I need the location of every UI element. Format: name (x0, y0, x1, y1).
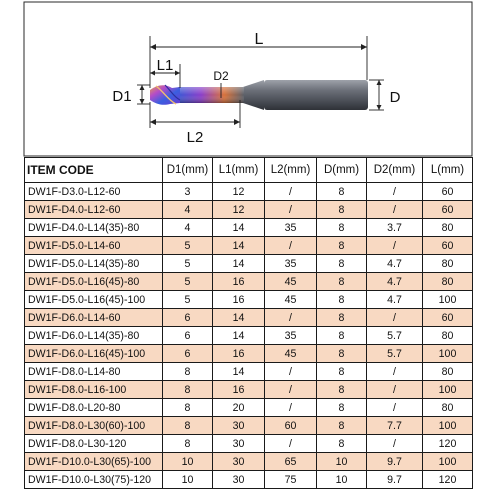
cell-l1: 16 (213, 291, 265, 309)
dim-label-L: L (254, 31, 264, 48)
cell-item-code: DW1F-D8.0-L30(60)-100 (25, 417, 163, 435)
cell-d: 10 (317, 471, 367, 489)
cell-item-code: DW1F-D8.0-L14-80 (25, 363, 163, 381)
cell-l1: 14 (213, 363, 265, 381)
cell-d1: 5 (163, 237, 213, 255)
cell-d1: 10 (163, 453, 213, 471)
cell-item-code: DW1F-D8.0-L30-120 (25, 435, 163, 453)
cell-l: 100 (423, 453, 473, 471)
cell-d2: / (367, 201, 423, 219)
cell-l2: 45 (265, 273, 317, 291)
cell-d2: / (367, 363, 423, 381)
table-row (25, 363, 473, 381)
cell-item-code: DW1F-D5.0-L16(45)-100 (25, 291, 163, 309)
table-row (25, 291, 473, 309)
table-row (25, 327, 473, 345)
cell-l1: 14 (213, 237, 265, 255)
table-row (25, 381, 473, 399)
table-row (25, 273, 473, 291)
table-header-row (25, 158, 473, 183)
cell-l: 80 (423, 219, 473, 237)
cell-d2: 3.7 (367, 219, 423, 237)
diagram-frame (24, 2, 472, 156)
cell-l2: 35 (265, 327, 317, 345)
cell-l1: 14 (213, 219, 265, 237)
cell-item-code: DW1F-D6.0-L16(45)-100 (25, 345, 163, 363)
cell-l: 80 (423, 399, 473, 417)
cell-d1: 4 (163, 201, 213, 219)
cell-d: 10 (317, 453, 367, 471)
cell-l1: 30 (213, 453, 265, 471)
table-row (25, 471, 473, 489)
cell-d2: 5.7 (367, 327, 423, 345)
cell-l1: 20 (213, 399, 265, 417)
cell-d: 8 (317, 255, 367, 273)
cell-l: 80 (423, 363, 473, 381)
cell-d: 8 (317, 183, 367, 201)
cell-l: 120 (423, 435, 473, 453)
tool-shank (264, 80, 368, 110)
cell-l2: 65 (265, 453, 317, 471)
cell-l: 60 (423, 183, 473, 201)
cell-l2: / (265, 237, 317, 255)
cell-item-code: DW1F-D5.0-L14(35)-80 (25, 255, 163, 273)
table-row (25, 399, 473, 417)
cell-item-code: DW1F-D5.0-L16(45)-80 (25, 273, 163, 291)
cell-l2: / (265, 381, 317, 399)
column-header-l1: L1(mm) (213, 158, 265, 183)
cell-l1: 14 (213, 309, 265, 327)
cell-d1: 8 (163, 417, 213, 435)
cell-d1: 5 (163, 255, 213, 273)
cell-l: 60 (423, 201, 473, 219)
cell-l: 100 (423, 345, 473, 363)
cell-d: 8 (317, 273, 367, 291)
cell-d: 8 (317, 201, 367, 219)
cell-d2: 4.7 (367, 273, 423, 291)
table-row (25, 417, 473, 435)
cell-d: 8 (317, 309, 367, 327)
cell-d1: 5 (163, 291, 213, 309)
table-row (25, 435, 473, 453)
cell-l2: / (265, 183, 317, 201)
cell-d: 8 (317, 363, 367, 381)
column-header-d1: D1(mm) (163, 158, 213, 183)
cell-item-code: DW1F-D8.0-L20-80 (25, 399, 163, 417)
dim-label-L1: L1 (156, 57, 174, 74)
dim-label-D2: D2 (213, 69, 229, 83)
cell-d1: 6 (163, 309, 213, 327)
cell-l: 60 (423, 237, 473, 255)
cell-l: 80 (423, 255, 473, 273)
column-header-d2: D2(mm) (367, 158, 423, 183)
column-header-l2: L2(mm) (265, 158, 317, 183)
cell-item-code: DW1F-D8.0-L16-100 (25, 381, 163, 399)
cell-d2: / (367, 381, 423, 399)
cell-d: 8 (317, 237, 367, 255)
table-row (25, 453, 473, 471)
cell-l2: 45 (265, 345, 317, 363)
cell-d2: 9.7 (367, 471, 423, 489)
dim-label-D1: D1 (112, 88, 132, 105)
cell-l2: 35 (265, 219, 317, 237)
cell-l1: 16 (213, 381, 265, 399)
table-row (25, 183, 473, 201)
cell-d2: 4.7 (367, 291, 423, 309)
cell-item-code: DW1F-D4.0-L12-60 (25, 201, 163, 219)
cell-d1: 6 (163, 327, 213, 345)
cell-d2: / (367, 237, 423, 255)
cell-d: 8 (317, 381, 367, 399)
cell-d2: 5.7 (367, 345, 423, 363)
dim-label-D: D (389, 89, 401, 106)
cell-l: 120 (423, 471, 473, 489)
cell-l: 100 (423, 381, 473, 399)
cell-d: 8 (317, 399, 367, 417)
cell-d2: / (367, 399, 423, 417)
cell-l1: 16 (213, 345, 265, 363)
cell-d2: / (367, 183, 423, 201)
cell-l: 100 (423, 291, 473, 309)
cell-d1: 8 (163, 399, 213, 417)
cell-l2: / (265, 435, 317, 453)
cell-l1: 14 (213, 255, 265, 273)
cell-d2: 9.7 (367, 453, 423, 471)
cell-d1: 4 (163, 219, 213, 237)
column-header-d: D(mm) (317, 158, 367, 183)
cell-item-code: DW1F-D4.0-L14(35)-80 (25, 219, 163, 237)
table-row (25, 309, 473, 327)
cell-d: 8 (317, 291, 367, 309)
cell-d1: 8 (163, 435, 213, 453)
cell-d: 8 (317, 417, 367, 435)
cell-l2: 35 (265, 255, 317, 273)
table-row (25, 345, 473, 363)
cell-l2: 60 (265, 417, 317, 435)
cell-l: 80 (423, 273, 473, 291)
cell-l2: / (265, 201, 317, 219)
cell-d1: 8 (163, 381, 213, 399)
cell-l2: / (265, 309, 317, 327)
cell-l1: 12 (213, 183, 265, 201)
cell-d1: 6 (163, 345, 213, 363)
cell-item-code: DW1F-D6.0-L14(35)-80 (25, 327, 163, 345)
cell-l1: 30 (213, 435, 265, 453)
cell-d1: 5 (163, 273, 213, 291)
dim-label-L2: L2 (186, 129, 204, 146)
cell-d2: 4.7 (367, 255, 423, 273)
cell-l2: / (265, 399, 317, 417)
cell-d: 8 (317, 345, 367, 363)
column-header-l: L(mm) (423, 158, 473, 183)
cell-item-code: DW1F-D3.0-L12-60 (25, 183, 163, 201)
cell-l: 80 (423, 327, 473, 345)
cell-l1: 16 (213, 273, 265, 291)
specification-table (24, 157, 473, 489)
table-row (25, 201, 473, 219)
cell-d1: 8 (163, 363, 213, 381)
cell-d2: 7.7 (367, 417, 423, 435)
cell-d: 8 (317, 219, 367, 237)
cell-item-code: DW1F-D10.0-L30(65)-100 (25, 453, 163, 471)
cell-l2: 45 (265, 291, 317, 309)
cell-item-code: DW1F-D5.0-L14-60 (25, 237, 163, 255)
cell-item-code: DW1F-D6.0-L14-60 (25, 309, 163, 327)
table-row (25, 237, 473, 255)
cell-d: 8 (317, 327, 367, 345)
cell-l1: 12 (213, 201, 265, 219)
end-mill-dimension-diagram (0, 0, 488, 158)
cell-l1: 14 (213, 327, 265, 345)
cell-l: 60 (423, 309, 473, 327)
table-body (25, 183, 473, 489)
cell-item-code: DW1F-D10.0-L30(75)-120 (25, 471, 163, 489)
cell-l2: 75 (265, 471, 317, 489)
cell-d2: / (367, 435, 423, 453)
cell-d1: 3 (163, 183, 213, 201)
cell-d: 8 (317, 435, 367, 453)
cell-l1: 30 (213, 417, 265, 435)
cell-d1: 10 (163, 471, 213, 489)
cell-l: 100 (423, 417, 473, 435)
cell-l2: / (265, 363, 317, 381)
cell-l1: 30 (213, 471, 265, 489)
column-header-item-code: ITEM CODE (25, 158, 163, 183)
table-row (25, 255, 473, 273)
cell-d2: / (367, 309, 423, 327)
table-row (25, 219, 473, 237)
